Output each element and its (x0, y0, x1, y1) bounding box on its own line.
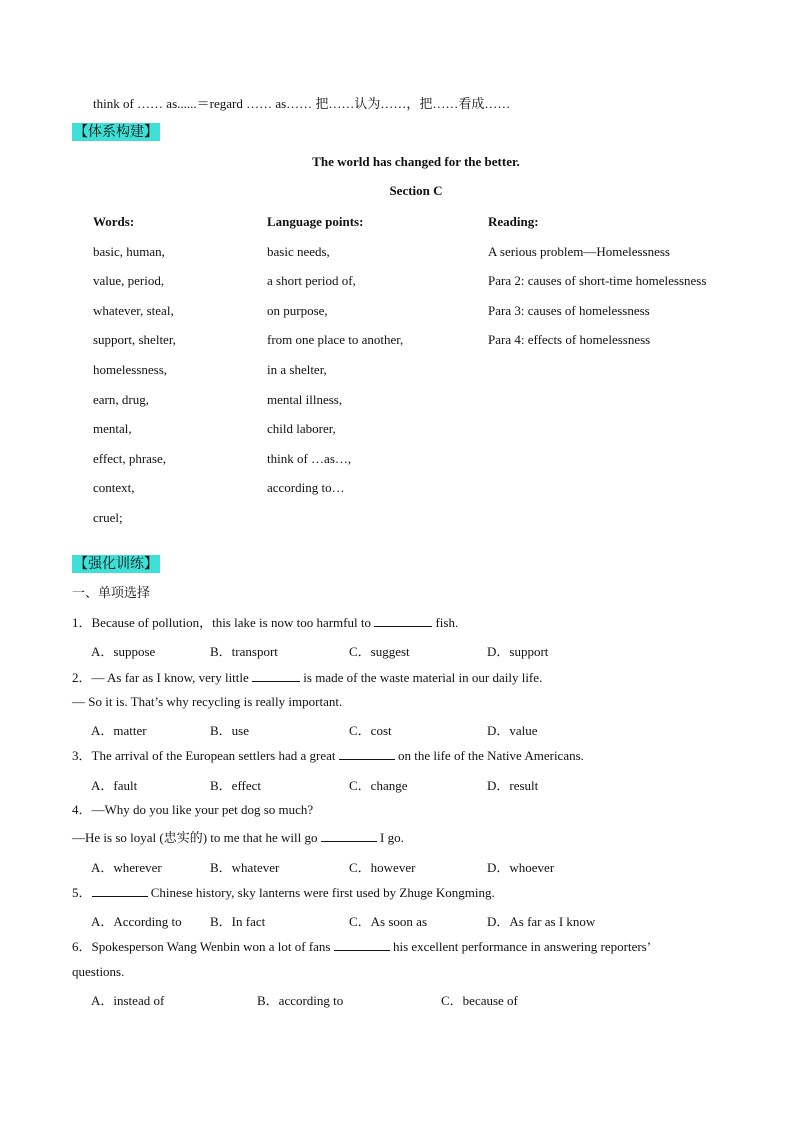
option-d: D．As far as I know (487, 914, 596, 929)
language-item: from one place to another, (267, 332, 404, 348)
answer-blank (92, 884, 148, 897)
question-text: 5． (72, 885, 92, 900)
question-text: on the life of the Native Americans. (394, 748, 584, 763)
answer-blank (321, 829, 377, 842)
question-2-response: — So it is. That’s why recycling is really important. (72, 694, 343, 709)
question-3-stem (72, 747, 584, 764)
question-1-stem (72, 614, 458, 631)
word-item: context, (93, 480, 135, 496)
option-d: D．whoever (487, 860, 555, 875)
reading-item: Para 4: effects of homelessness (488, 332, 651, 348)
page-title: The world has changed for the better. (312, 154, 520, 169)
question-text: —He is so loyal (忠实的) to me that he will go (72, 830, 321, 845)
option-c: C．change (349, 778, 408, 793)
answer-blank (374, 614, 432, 627)
reading-item: Para 2: causes of short-time homelessness (488, 273, 707, 289)
language-item: according to… (267, 480, 345, 496)
option-d: D．value (487, 723, 538, 738)
language-points-column (267, 214, 403, 510)
option-d: D．result (487, 778, 539, 793)
option-c: C．As soon as (349, 914, 428, 929)
reading-item: Para 3: causes of homelessness (488, 302, 650, 318)
option-c: C．however (349, 860, 416, 875)
question-text: his excellent performance in answering reporters’ (389, 939, 652, 954)
question-text: 3．The arrival of the European settlers had a great (72, 748, 339, 763)
option-b: B．according to (257, 993, 344, 1008)
option-a: A．instead of (91, 993, 165, 1008)
option-c: C．because of (441, 993, 518, 1008)
answer-blank (339, 747, 395, 760)
option-b: B．whatever (210, 860, 280, 875)
reading-column (488, 214, 706, 362)
option-b: B．In fact (210, 914, 266, 929)
section-tag-practice: 【强化训练】 (74, 556, 158, 572)
question-text: 1．Because of pollution，this lake is now too harmful to (72, 615, 375, 630)
section-tag-system: 【体系构建】 (74, 124, 158, 140)
answer-blank (252, 669, 300, 682)
question-text: 6．Spokesperson Wang Wenbin won a lot of fans (72, 939, 334, 954)
language-item: on purpose, (267, 302, 328, 318)
question-5-stem (72, 884, 495, 901)
part-heading: 一、单项选择 (72, 586, 151, 601)
option-a: A．suppose (91, 644, 156, 659)
option-d: D．support (487, 644, 549, 659)
word-item: whatever, steal, (93, 302, 174, 318)
word-item: value, period, (93, 273, 165, 289)
question-6-continuation: questions. (72, 964, 125, 979)
option-c: C．suggest (349, 644, 410, 659)
language-header: Language points: (267, 214, 364, 229)
word-item: earn, drug, (93, 391, 149, 407)
option-a: A．matter (91, 723, 147, 738)
word-item: homelessness, (93, 361, 168, 377)
word-item: effect, phrase, (93, 450, 167, 466)
answer-blank (334, 938, 390, 951)
question-4-response (72, 829, 404, 846)
option-a: A．According to (91, 914, 182, 929)
word-item: mental, (93, 421, 132, 437)
question-text: is made of the waste material in our daily life. (300, 670, 543, 685)
word-item: cruel; (93, 509, 123, 525)
words-column (93, 214, 176, 540)
option-c: C．cost (349, 723, 392, 738)
option-a: A．fault (91, 778, 138, 793)
question-2-stem (72, 669, 542, 686)
section-subtitle: Section C (389, 183, 443, 198)
language-item: in a shelter, (267, 361, 327, 377)
option-b: B．effect (210, 778, 262, 793)
option-a: A．wherever (91, 860, 162, 875)
question-6-stem (72, 938, 651, 955)
language-item: mental illness, (267, 391, 343, 407)
language-item: a short period of, (267, 273, 356, 289)
option-b: B．transport (210, 644, 278, 659)
word-item: basic, human, (93, 243, 165, 259)
words-header: Words: (93, 214, 135, 229)
language-item: think of …as…, (267, 450, 352, 466)
question-text: I go. (376, 830, 404, 845)
reading-item: A serious problem—Homelessness (488, 243, 670, 259)
question-text: 2．— As far as I know, very little (72, 670, 253, 685)
question-text: Chinese history, sky lanterns were first used by Zhuge Kongming. (147, 885, 495, 900)
option-b: B．use (210, 723, 250, 738)
reading-header: Reading: (488, 214, 539, 229)
word-item: support, shelter, (93, 332, 176, 348)
language-item: basic needs, (267, 243, 330, 259)
question-4-stem: 4．—Why do you like your pet dog so much? (72, 802, 314, 817)
language-item: child laborer, (267, 421, 336, 437)
question-text: fish. (432, 615, 459, 630)
intro-line: think of …… as......＝regard …… as…… 把……认为……，把……看成…… (93, 96, 511, 111)
